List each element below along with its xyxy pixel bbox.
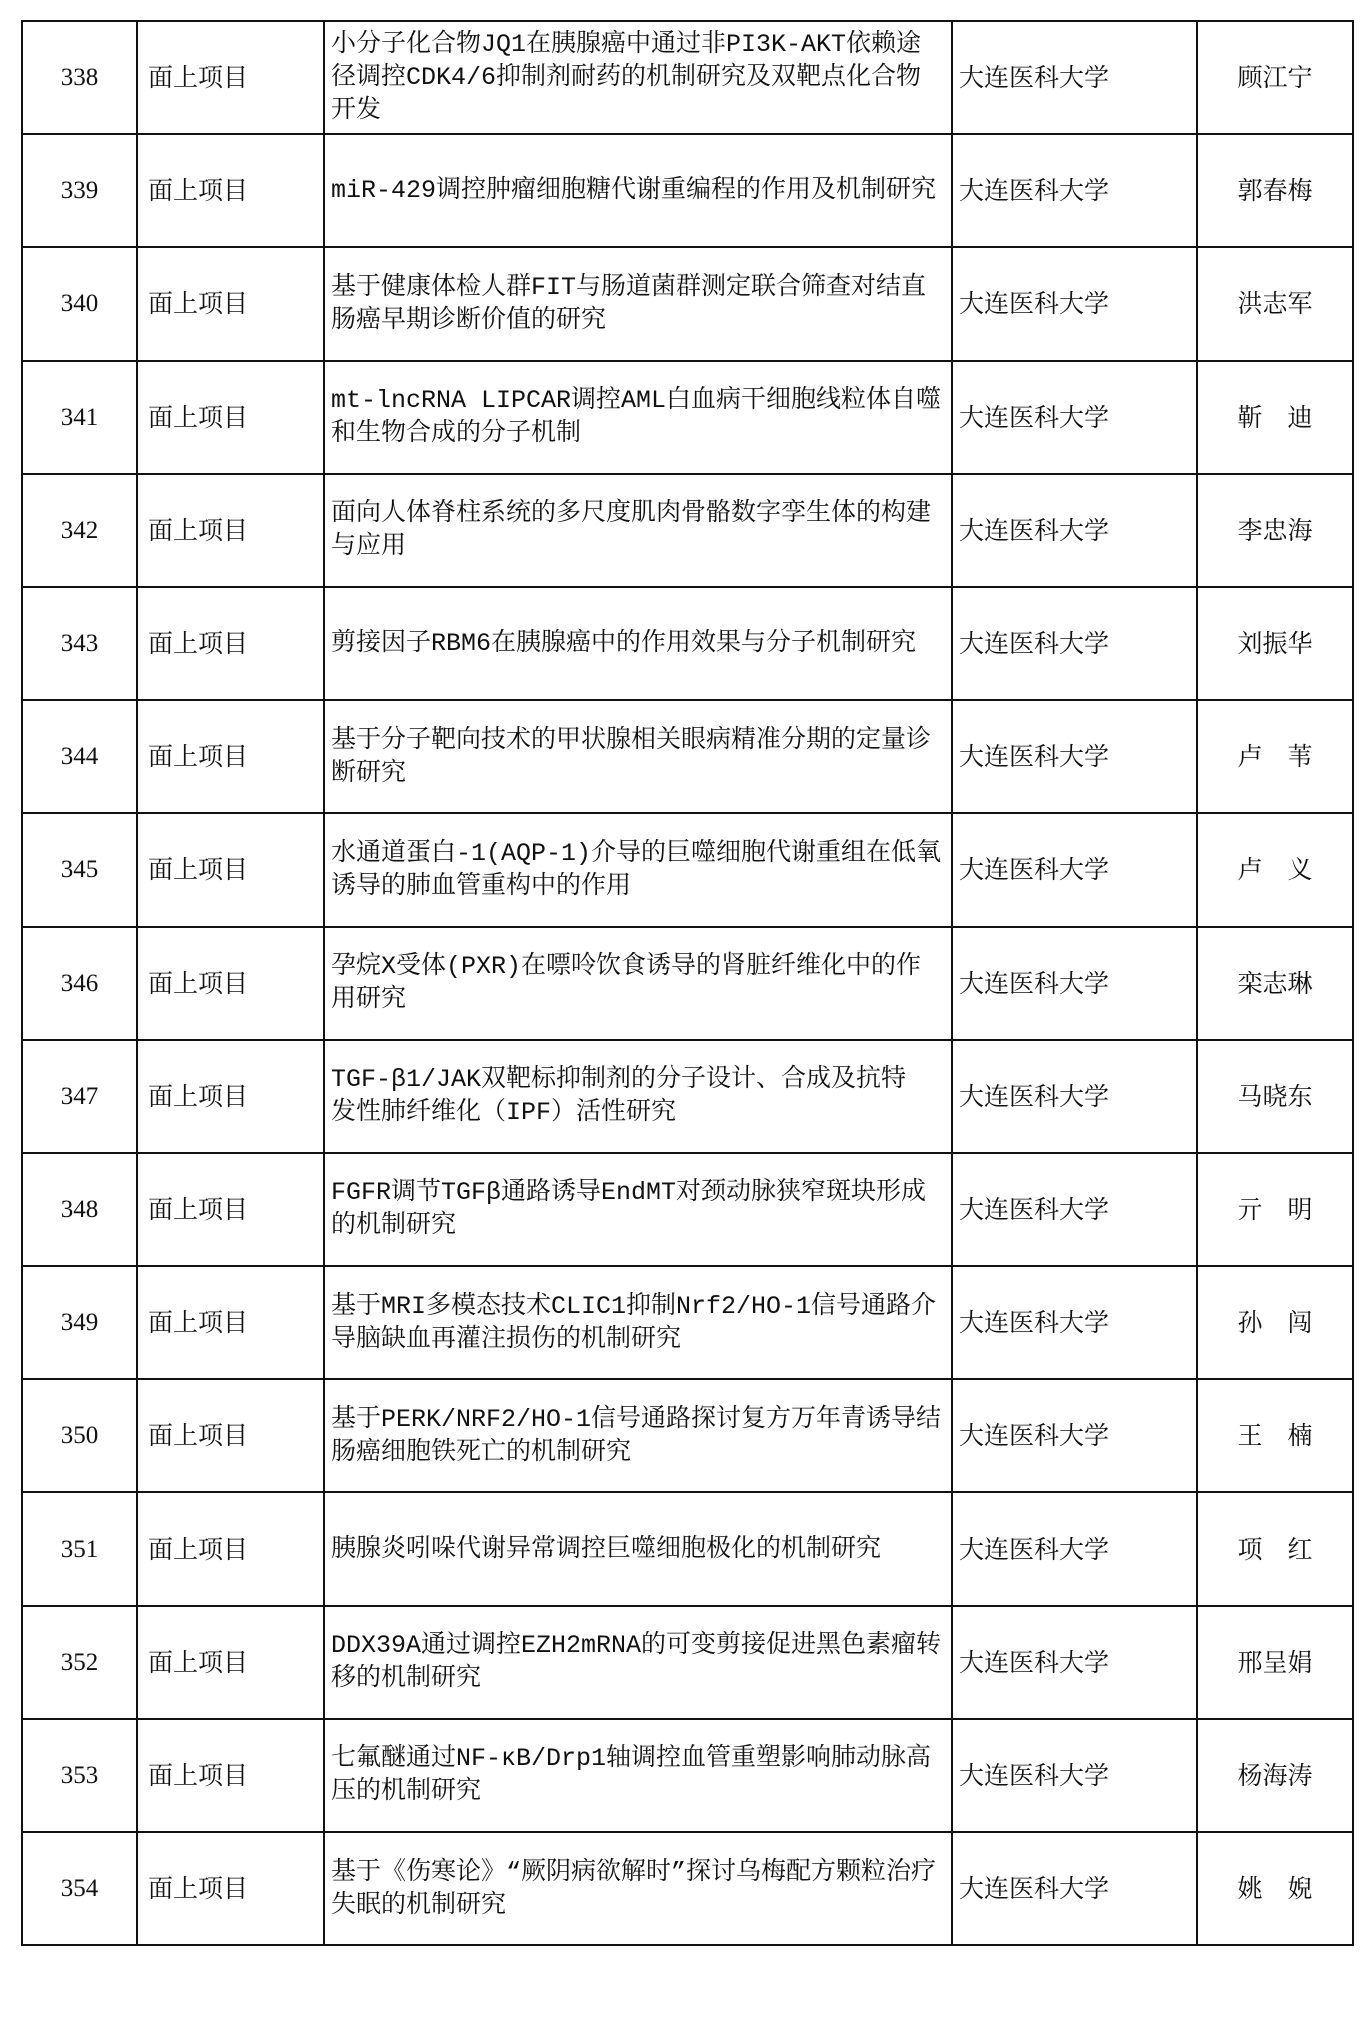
project-title: FGFR调节TGFβ通路诱导EndMT对颈动脉狭窄斑块形成的机制研究 [324,1153,952,1266]
institution: 大连医科大学 [952,1492,1197,1605]
row-number: 347 [22,1040,137,1153]
institution: 大连医科大学 [952,927,1197,1040]
project-type: 面上项目 [137,1832,324,1945]
row-number: 341 [22,361,137,474]
project-type: 面上项目 [137,1606,324,1719]
row-number: 352 [22,1606,137,1719]
project-title: 胰腺炎吲哚代谢异常调控巨噬细胞极化的机制研究 [324,1492,952,1605]
project-type: 面上项目 [137,1379,324,1492]
project-type: 面上项目 [137,1492,324,1605]
principal-investigator: 栾志琳 [1197,927,1353,1040]
project-title: 水通道蛋白-1(AQP-1)介导的巨噬细胞代谢重组在低氧诱导的肺血管重构中的作用 [324,813,952,926]
project-type: 面上项目 [137,1266,324,1379]
principal-investigator: 卢 义 [1197,813,1353,926]
project-type: 面上项目 [137,1040,324,1153]
project-title: 基于健康体检人群FIT与肠道菌群测定联合筛查对结直肠癌早期诊断价值的研究 [324,247,952,360]
row-number: 348 [22,1153,137,1266]
principal-investigator: 项 红 [1197,1492,1353,1605]
table-row [22,361,1353,474]
project-title: 七氟醚通过NF-κB/Drp1轴调控血管重塑影响肺动脉高压的机制研究 [324,1719,952,1832]
institution: 大连医科大学 [952,1719,1197,1832]
project-table-body [22,21,1353,1945]
row-number: 344 [22,700,137,813]
project-title: TGF-β1/JAK双靶标抑制剂的分子设计、合成及抗特 发性肺纤维化（IPF）活性研究 [324,1040,952,1153]
table-row [22,700,1353,813]
principal-investigator: 顾江宁 [1197,21,1353,134]
project-title: 基于《伤寒论》“厥阴病欲解时”探讨乌梅配方颗粒治疗失眠的机制研究 [324,1832,952,1945]
project-type: 面上项目 [137,1719,324,1832]
project-title: mt-lncRNA LIPCAR调控AML白血病干细胞线粒体自噬和生物合成的分子机制 [324,361,952,474]
institution: 大连医科大学 [952,1040,1197,1153]
table-row [22,587,1353,700]
project-type: 面上项目 [137,21,324,134]
institution: 大连医科大学 [952,1606,1197,1719]
project-type: 面上项目 [137,587,324,700]
project-title: 孕烷X受体(PXR)在嘌呤饮食诱导的肾脏纤维化中的作用研究 [324,927,952,1040]
row-number: 340 [22,247,137,360]
row-number: 343 [22,587,137,700]
row-number: 338 [22,21,137,134]
institution: 大连医科大学 [952,1379,1197,1492]
table-row [22,1492,1353,1605]
principal-investigator: 孙 闯 [1197,1266,1353,1379]
project-title: miR-429调控肿瘤细胞糖代谢重编程的作用及机制研究 [324,134,952,247]
project-title: 基于PERK/NRF2/HO-1信号通路探讨复方万年青诱导结肠癌细胞铁死亡的机制研究 [324,1379,952,1492]
project-type: 面上项目 [137,700,324,813]
table-row [22,134,1353,247]
project-title: 基于MRI多模态技术CLIC1抑制Nrf2/HO-1信号通路介导脑缺血再灌注损伤的机制研究 [324,1266,952,1379]
principal-investigator: 王 楠 [1197,1379,1353,1492]
table-row [22,1832,1353,1945]
institution: 大连医科大学 [952,1832,1197,1945]
project-title: 小分子化合物JQ1在胰腺癌中通过非PI3K-AKT依赖途径调控CDK4/6抑制剂耐药的机制研究及双靶点化合物开发 [324,21,952,134]
project-type: 面上项目 [137,1153,324,1266]
principal-investigator: 杨海涛 [1197,1719,1353,1832]
principal-investigator: 亓 明 [1197,1153,1353,1266]
principal-investigator: 郭春梅 [1197,134,1353,247]
principal-investigator: 李忠海 [1197,474,1353,587]
project-type: 面上项目 [137,927,324,1040]
table-row [22,927,1353,1040]
principal-investigator: 刘振华 [1197,587,1353,700]
institution: 大连医科大学 [952,1266,1197,1379]
table-row [22,813,1353,926]
institution: 大连医科大学 [952,134,1197,247]
project-title: 面向人体脊柱系统的多尺度肌肉骨骼数字孪生体的构建与应用 [324,474,952,587]
table-row [22,1266,1353,1379]
project-type: 面上项目 [137,247,324,360]
institution: 大连医科大学 [952,247,1197,360]
row-number: 353 [22,1719,137,1832]
row-number: 342 [22,474,137,587]
principal-investigator: 姚 婗 [1197,1832,1353,1945]
institution: 大连医科大学 [952,21,1197,134]
row-number: 345 [22,813,137,926]
project-title: DDX39A通过调控EZH2mRNA的可变剪接促进黑色素瘤转移的机制研究 [324,1606,952,1719]
principal-investigator: 马晓东 [1197,1040,1353,1153]
row-number: 354 [22,1832,137,1945]
project-type: 面上项目 [137,813,324,926]
institution: 大连医科大学 [952,474,1197,587]
table-row [22,21,1353,134]
principal-investigator: 邢呈娟 [1197,1606,1353,1719]
table-row [22,1153,1353,1266]
row-number: 350 [22,1379,137,1492]
principal-investigator: 卢 苇 [1197,700,1353,813]
row-number: 339 [22,134,137,247]
principal-investigator: 靳 迪 [1197,361,1353,474]
principal-investigator: 洪志军 [1197,247,1353,360]
project-type: 面上项目 [137,361,324,474]
institution: 大连医科大学 [952,1153,1197,1266]
table-row [22,1379,1353,1492]
table-row [22,1040,1353,1153]
institution: 大连医科大学 [952,361,1197,474]
project-title: 剪接因子RBM6在胰腺癌中的作用效果与分子机制研究 [324,587,952,700]
project-type: 面上项目 [137,474,324,587]
table-row [22,474,1353,587]
row-number: 351 [22,1492,137,1605]
row-number: 346 [22,927,137,1040]
row-number: 349 [22,1266,137,1379]
project-title: 基于分子靶向技术的甲状腺相关眼病精准分期的定量诊断研究 [324,700,952,813]
institution: 大连医科大学 [952,813,1197,926]
institution: 大连医科大学 [952,587,1197,700]
project-table [21,20,1354,1946]
table-row [22,1719,1353,1832]
institution: 大连医科大学 [952,700,1197,813]
project-type: 面上项目 [137,134,324,247]
table-row [22,1606,1353,1719]
table-row [22,247,1353,360]
